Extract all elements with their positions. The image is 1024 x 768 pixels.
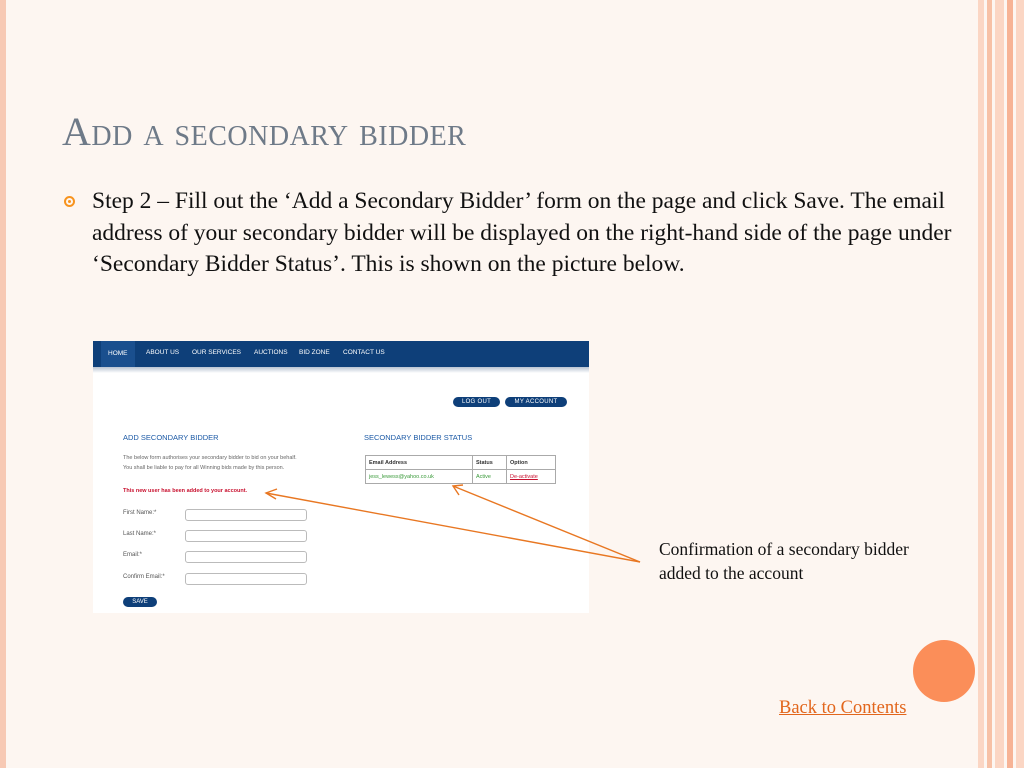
status-heading: SECONDARY BIDDER STATUS bbox=[364, 433, 473, 442]
bidder-status: Active bbox=[473, 470, 507, 484]
logout-button[interactable]: LOG OUT bbox=[453, 397, 500, 407]
save-button[interactable]: SAVE bbox=[123, 597, 157, 607]
nav-contact-us[interactable]: CONTACT US bbox=[343, 349, 385, 356]
nav-home[interactable]: HOME bbox=[101, 341, 135, 367]
bidder-email: jess_lewess@yahoo.co.uk bbox=[366, 470, 473, 484]
site-navbar bbox=[93, 341, 589, 367]
bullet-icon bbox=[64, 196, 75, 207]
email-label: Email:* bbox=[123, 552, 143, 558]
email-input[interactable] bbox=[185, 551, 307, 563]
last-name-label: Last Name:* bbox=[123, 531, 157, 537]
decorative-circle bbox=[913, 640, 975, 702]
form-intro-line2: You shall be liable to pay for all Winning bids made by this person. bbox=[123, 465, 285, 471]
nav-about-us[interactable]: ABOUT US bbox=[146, 349, 180, 356]
confirm-email-input[interactable] bbox=[185, 573, 307, 585]
nav-auctions[interactable]: AUCTIONS bbox=[254, 349, 288, 356]
last-name-input[interactable] bbox=[185, 530, 307, 542]
website-screenshot bbox=[93, 341, 589, 613]
status-table bbox=[365, 455, 556, 484]
right-border-stripes bbox=[978, 0, 1024, 768]
status-table-header bbox=[366, 456, 556, 470]
first-name-label: First Name:* bbox=[123, 510, 157, 516]
col-email-address: Email Address bbox=[366, 456, 473, 470]
slide-title: Add a secondary bidder bbox=[62, 109, 467, 154]
first-name-input[interactable] bbox=[185, 509, 307, 521]
confirm-email-label: Confirm Email:* bbox=[123, 574, 165, 580]
nav-our-services[interactable]: OUR SERVICES bbox=[192, 349, 242, 356]
col-status: Status bbox=[473, 456, 507, 470]
nav-bid-zone[interactable]: BID ZONE bbox=[299, 349, 330, 356]
confirmation-caption: Confirmation of a secondary bidder added to the account bbox=[659, 539, 909, 583]
form-intro-line1: The below form authorises your secondary bidder to bid on your behalf. bbox=[123, 455, 297, 461]
col-option: Option bbox=[507, 456, 556, 470]
deactivate-link[interactable]: De-activate bbox=[507, 470, 556, 484]
table-row bbox=[366, 470, 556, 484]
step-text: Step 2 – Fill out the ‘Add a Secondary Bidder’ form on the page and click Save. The email address of your secondary bidder will be displayed on the right-hand side of the page under ‘Secondary Bidder Status’. This is shown on the picture below. bbox=[92, 188, 952, 277]
my-account-button[interactable]: MY ACCOUNT bbox=[505, 397, 567, 407]
back-to-contents-link[interactable]: Back to Contents bbox=[779, 698, 907, 718]
left-border-stripe bbox=[0, 0, 6, 768]
confirmation-message: This new user has been added to your account. bbox=[123, 488, 248, 494]
form-heading: ADD SECONDARY BIDDER bbox=[123, 433, 219, 442]
navbar-shadow bbox=[93, 367, 589, 373]
